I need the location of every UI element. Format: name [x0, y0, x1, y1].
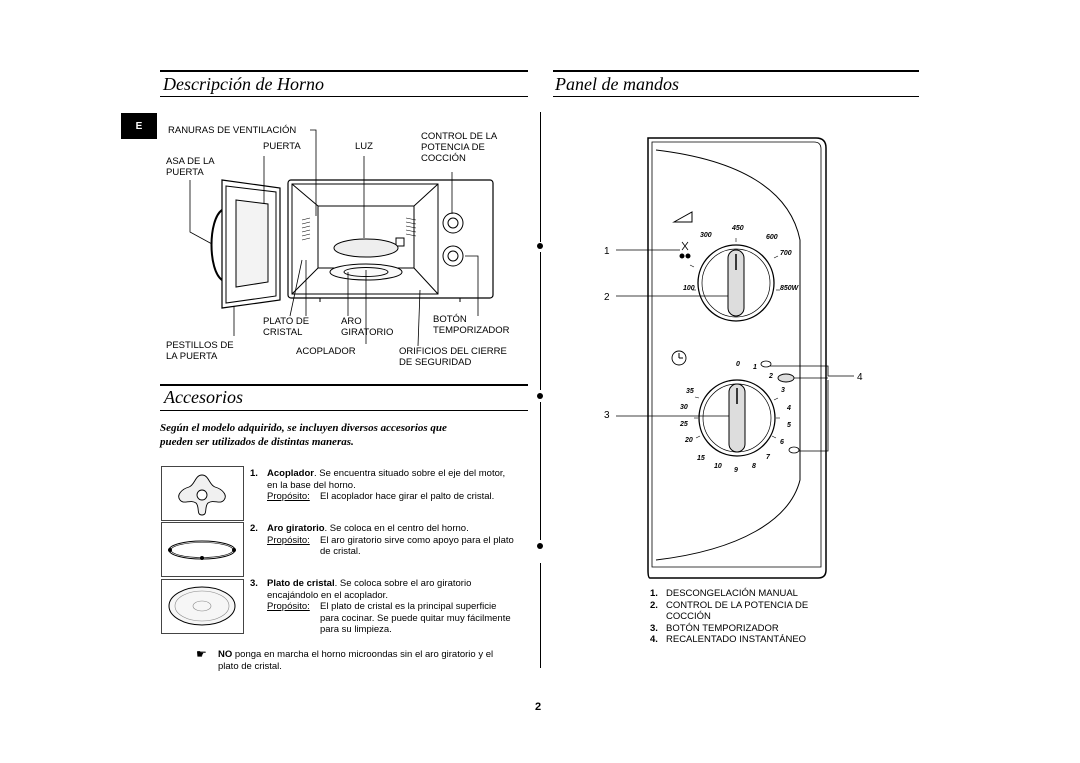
legend-num: 1. [650, 588, 658, 599]
timer-scale-label: 1 [753, 364, 757, 371]
accessory-item [250, 523, 535, 558]
timer-scale-label: 7 [766, 454, 770, 461]
callout-3: 3 [604, 410, 610, 421]
legend-text: BOTÓN TEMPORIZADOR [666, 622, 779, 634]
accessory-desc: . Se coloca en el centro del horno. [324, 523, 469, 534]
purpose-label: Propósito: [267, 601, 310, 612]
accessory-num: 1. [250, 468, 258, 479]
label-coupler: ACOPLADOR [296, 346, 356, 357]
legend-item [650, 600, 860, 623]
pointing-hand-icon: ☛ [196, 647, 207, 661]
callout-1: 1 [604, 246, 610, 257]
accessory-num: 3. [250, 578, 258, 589]
label-ring: ARO GIRATORIO [341, 316, 394, 338]
oven-title: Descripción de Horno [163, 74, 324, 94]
purpose-text: El aro giratorio sirve como apoyo para el plato de cristal. [320, 534, 514, 557]
legend-text: CONTROL DE LA POTENCIA DE COCCIÓN [666, 599, 809, 622]
column-divider [540, 402, 541, 540]
divider-dot [537, 243, 543, 249]
legend-text: RECALENTADO INSTANTÁNEO [666, 634, 807, 645]
legend-item [650, 623, 860, 635]
power-scale-label: 700 [780, 250, 792, 257]
power-scale-label: 300 [700, 232, 712, 239]
purpose-text: El plato de cristal es la principal superficie para cocinar. Se puede quitar muy fácilmente para su limpieza. [320, 601, 511, 635]
power-scale-label: 100 [683, 285, 695, 292]
panel-title: Panel de mandos [555, 74, 679, 94]
glass-plate-image [161, 579, 244, 634]
accessories-title: Accesorios [164, 387, 243, 407]
accessories-header-rule [160, 384, 528, 386]
coupler-icon [162, 467, 243, 520]
callout-2: 2 [604, 292, 610, 303]
roller-ring-icon [162, 523, 243, 576]
timer-scale-label: 20 [685, 437, 693, 444]
timer-scale-label: 35 [686, 388, 694, 395]
power-scale-label: 850W [780, 285, 799, 292]
timer-scale-label: 8 [752, 463, 756, 470]
oven-title-underline [160, 96, 528, 97]
coupler-image [161, 466, 244, 521]
timer-scale-label: 2 [769, 373, 773, 380]
label-door: PUERTA [263, 141, 301, 152]
divider-dot [537, 543, 543, 549]
label-vents: RANURAS DE VENTILACIÓN [168, 125, 297, 136]
panel-header-rule [553, 70, 919, 72]
legend-num: 3. [650, 622, 658, 634]
label-light: LUZ [355, 141, 373, 152]
purpose-text: El acoplador hace girar el palto de cristal. [320, 491, 495, 502]
note-bold: NO [218, 649, 233, 660]
timer-scale-label: 25 [680, 421, 688, 428]
accessory-item [250, 578, 535, 636]
legend-item [650, 588, 860, 600]
label-handle: ASA DE LA PUERTA [166, 156, 215, 178]
accessory-name: Acoplador [267, 468, 314, 479]
language-tab [121, 113, 157, 139]
column-divider [540, 252, 541, 390]
column-divider [540, 112, 541, 242]
timer-scale-label: 15 [697, 455, 705, 462]
legend-text: DESCONGELACIÓN MANUAL [666, 588, 798, 599]
safety-note [196, 649, 536, 672]
column-divider [540, 563, 541, 668]
label-timer-button: BOTÓN TEMPORIZADOR [433, 314, 510, 336]
ring-image [161, 522, 244, 577]
legend-num: 2. [650, 599, 658, 611]
timer-scale-label: 3 [781, 387, 785, 394]
page-number: 2 [535, 701, 542, 713]
accessory-desc: . Se coloca sobre el aro giratorio encajándolo en el acoplador. [267, 578, 472, 601]
timer-scale-label: 10 [714, 463, 722, 470]
power-scale-label: 450 [732, 225, 744, 232]
note-text: ponga en marcha el horno microondas sin el aro giratorio y el plato de cristal. [218, 649, 494, 672]
accessory-item [250, 468, 535, 503]
control-panel-diagram [600, 130, 880, 585]
callout-4: 4 [857, 372, 863, 383]
purpose-label: Propósito: [267, 534, 310, 546]
legend-num: 4. [650, 634, 658, 645]
panel-legend [650, 588, 860, 646]
purpose-label: Propósito: [267, 491, 310, 502]
label-door-latches: PESTILLOS DE LA PUERTA [166, 340, 234, 362]
timer-scale-label: 6 [780, 439, 784, 446]
accessory-desc: . Se encuentra situado sobre el eje del motor, en la base del horno. [267, 468, 506, 491]
power-scale-label: 600 [766, 234, 778, 241]
glass-plate-icon [162, 580, 243, 633]
timer-scale-label: 0 [736, 361, 740, 368]
timer-scale-label: 30 [680, 404, 688, 411]
panel-title-underline [553, 96, 919, 97]
oven-header-rule [160, 70, 528, 72]
language-tab-label: E [135, 120, 143, 132]
accessory-name: Aro giratorio [267, 523, 325, 534]
timer-scale-label: 9 [734, 467, 738, 474]
timer-scale-label: 5 [787, 422, 791, 429]
accessory-num: 2. [250, 523, 258, 534]
divider-dot [537, 393, 543, 399]
accessories-title-underline [160, 410, 528, 411]
legend-item [650, 634, 860, 646]
accessories-intro: Según el modelo adquirido, se incluyen diversos accesorios que pueden ser utilizados de distintas maneras. [160, 422, 447, 448]
label-glass-plate: PLATO DE CRISTAL [263, 316, 310, 338]
label-power-control: CONTROL DE LA POTENCIA DE COCCIÓN [421, 131, 498, 164]
label-safety-holes: ORIFICIOS DEL CIERRE DE SEGURIDAD [399, 346, 507, 368]
accessory-name: Plato de cristal [267, 578, 335, 589]
timer-scale-label: 4 [787, 405, 791, 412]
